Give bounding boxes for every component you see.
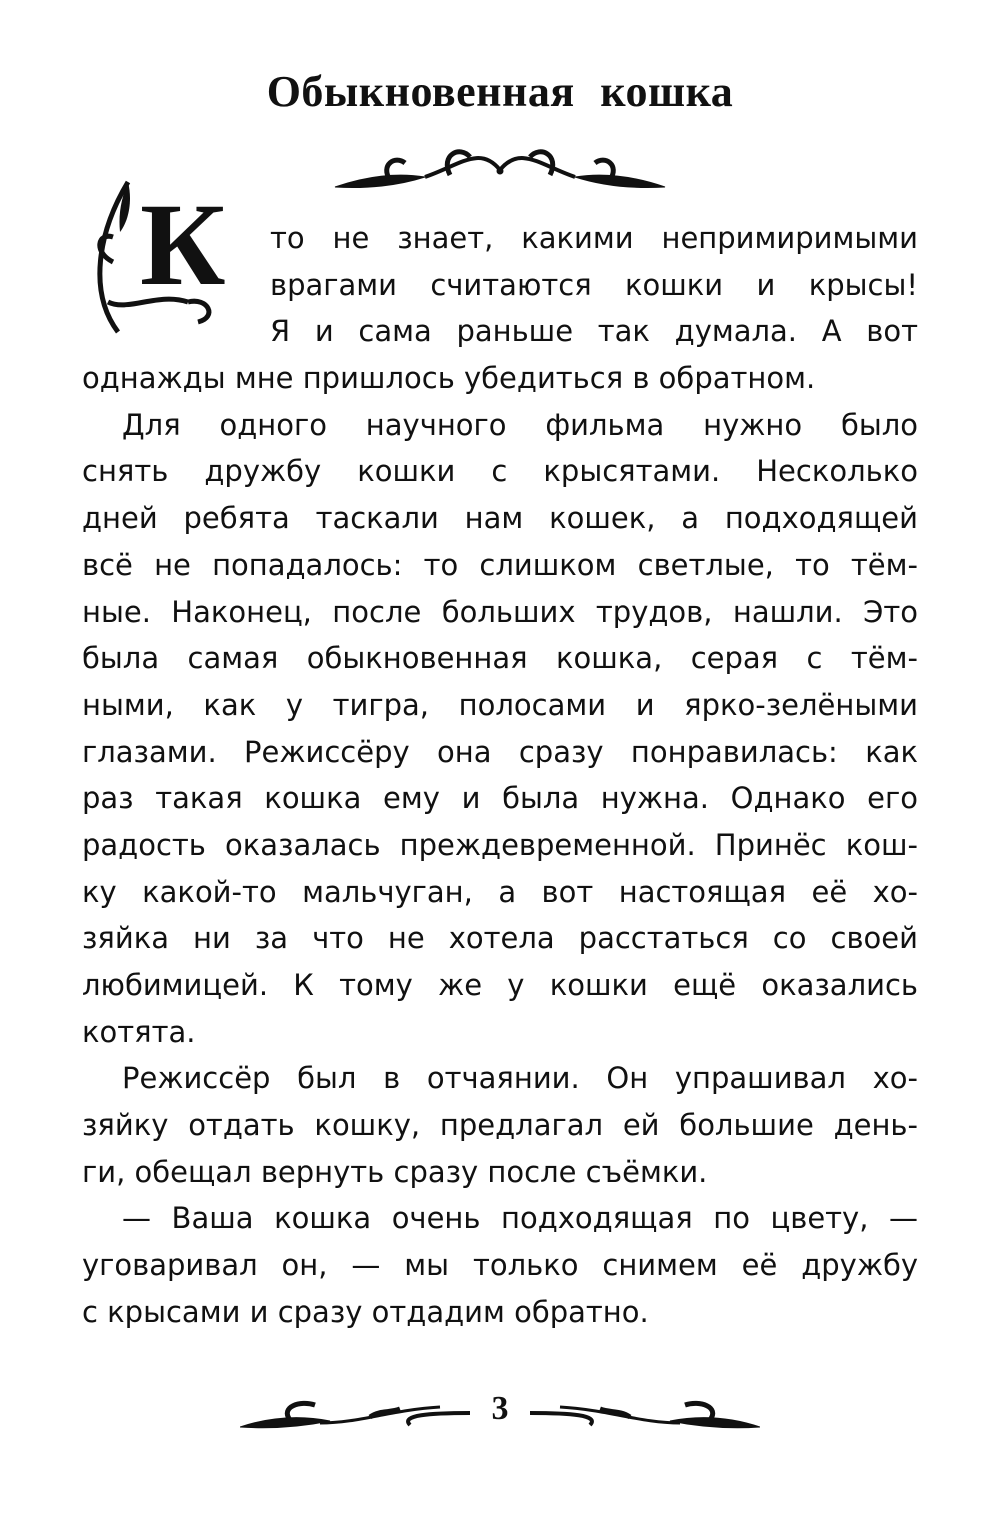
text-line: однажды мне пришлось убедиться в обратном. (82, 361, 816, 396)
text-line: дней ребята таскали нам кошек, а подходящей (82, 501, 918, 536)
text-line: ными, как у тигра, полосами и ярко-зелёными (82, 687, 918, 722)
text-line: уговаривал он, — мы только снимем её дружбу (82, 1248, 918, 1283)
text-line: Для одного научного фильма нужно было (122, 407, 918, 442)
text-line: Режиссёр был в отчаянии. Он упрашивал хо- (122, 1061, 918, 1096)
text-line: зяйка ни за что не хотела расстаться со своей (82, 921, 918, 956)
text-line: ги, обещал вернуть сразу после съёмки. (82, 1154, 708, 1189)
text-line: радость оказалась преждевременной. Принёс кош- (82, 827, 918, 862)
text-line: ку какой-то мальчуган, а вот настоящая её хо- (82, 874, 918, 909)
text-line: раз такая кошка ему и была нужна. Однако его (82, 781, 918, 816)
text-line: была самая обыкновенная кошка, серая с тём- (82, 641, 918, 676)
text-line: любимицей. К тому же у кошки ещё оказались (82, 968, 918, 1002)
text-line: котята. (82, 1014, 196, 1049)
text-line: глазами. Режиссёру она сразу понравилась: как (82, 734, 918, 769)
text-line: с крысами и сразу отдадим обратно. (82, 1294, 649, 1329)
page-number: 3 (491, 1390, 509, 1427)
title-ornament-icon (330, 135, 670, 195)
text-line: — Ваша кошка очень подходящая по цвету, — (122, 1201, 918, 1236)
text-line: снять дружбу кошки с крысятами. Несколько (82, 454, 918, 489)
text-line: врагами считаются кошки и крысы! (270, 267, 918, 302)
drop-cap-letter: К (140, 179, 226, 310)
footer-ornament-right-icon (520, 1395, 760, 1435)
text-line: то не знает, какими непримиримыми (270, 221, 918, 255)
text-line: зяйку отдать кошку, предлагал ей большие день- (82, 1108, 918, 1143)
chapter-title: Обыкновенная кошка (266, 67, 734, 116)
text-line: Я и сама раньше так думала. А вот (270, 314, 918, 349)
text-line: всё не попадалось: то слишком светлые, то тём- (82, 547, 918, 582)
body-text (82, 215, 918, 1336)
text-line: ные. Наконец, после больших трудов, нашли. Это (82, 594, 918, 629)
